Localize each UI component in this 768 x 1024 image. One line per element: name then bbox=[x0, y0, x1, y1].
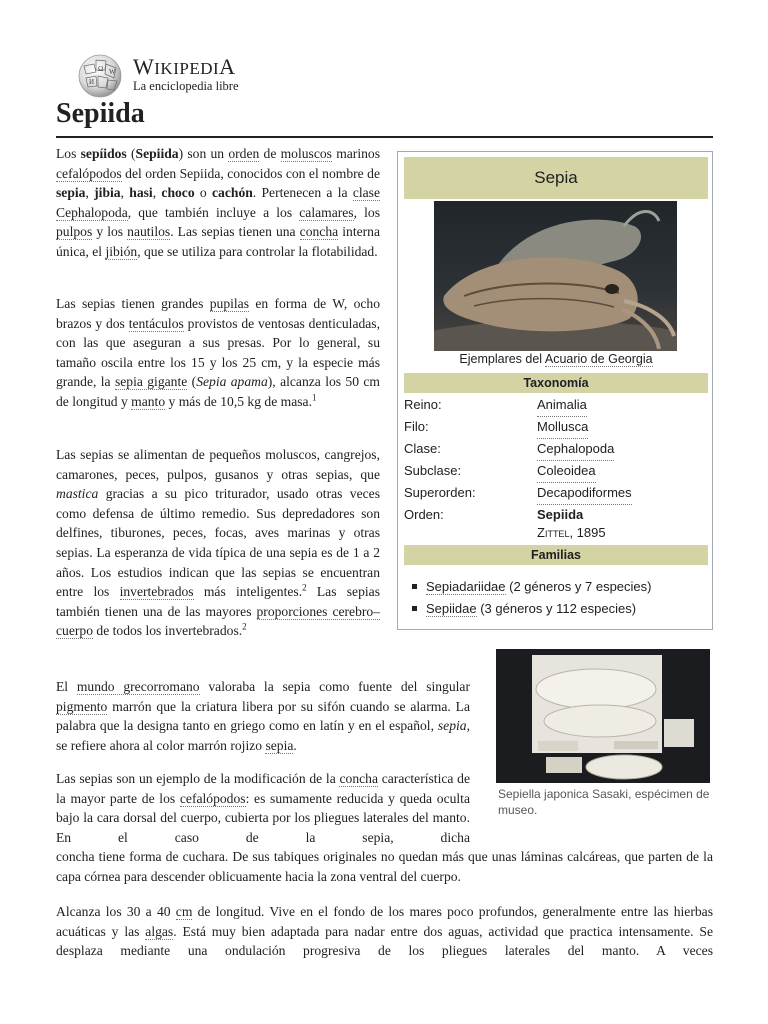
link-coleoidea[interactable]: Coleoidea bbox=[537, 460, 596, 483]
link-invertebrados[interactable]: invertebrados bbox=[119, 584, 194, 600]
link-pigmento[interactable]: pigmento bbox=[56, 698, 108, 714]
link-pulpos[interactable]: pulpos bbox=[56, 224, 93, 240]
page-title: Sepiida bbox=[56, 98, 145, 129]
taxonomy-authority: Zittel, 1895 bbox=[537, 525, 606, 540]
link-tentaculos[interactable]: tentáculos bbox=[128, 315, 184, 331]
link-sepia-color[interactable]: sepia bbox=[265, 737, 294, 753]
link-mundo-grecorromano[interactable]: mundo grecorromano bbox=[76, 679, 200, 694]
link-proporciones-cerebro-cuerpo[interactable]: proporciones cerebro–cuerpo bbox=[56, 603, 380, 639]
svg-text:Ω: Ω bbox=[98, 65, 104, 73]
reference-1[interactable]: 1 bbox=[311, 392, 317, 403]
taxonomy-row-clase: Clase: Cephalopoda bbox=[404, 438, 708, 460]
taxonomy-header: Taxonomía bbox=[404, 373, 708, 393]
link-mollusca[interactable]: Mollusca bbox=[537, 416, 588, 439]
reference-2b[interactable]: 2 bbox=[242, 621, 247, 632]
link-animalia[interactable]: Animalia bbox=[537, 394, 587, 417]
link-jibion[interactable]: jibión bbox=[105, 243, 138, 259]
link-acuario-de-georgia[interactable]: Acuario de Georgia bbox=[544, 352, 653, 366]
link-nautilos[interactable]: nautilos bbox=[127, 224, 171, 240]
link-algas[interactable]: algas bbox=[145, 923, 174, 939]
svg-text:W: W bbox=[109, 68, 116, 76]
paragraph-shell-a: Las sepias son un ejemplo de la modificación de la concha característica de la mayor parte de los cefalópodos: es sumamente reducida y queda oculta bajo la cara dorsal del cuerpo, cubierta por los pliegues laterales del manto. En el caso de la sepia, dicha bbox=[56, 771, 470, 845]
paragraph-anatomy: Las sepias tienen grandes pupilas en forma de W, ocho brazos y dos tentáculos provistos de ventosas denticuladas, con las que aseguran a sus presas. Por lo general, su tamaño oscila entre los 15 y los 25 cm, y la especie más grande, la sepia gigante (Sepia apama), alcanza los 50 cm de longitud y manto y más de 10,5 kg de masa.$^1$ bbox=[56, 296, 381, 409]
link-sepiadariidae[interactable]: Sepiadariidae bbox=[426, 579, 506, 594]
bullet-icon bbox=[412, 606, 417, 611]
paragraph-habitat: Alcanza los 30 a 40 cm de longitud. Vive en el fondo de los mares poco profundos, generalmente entre las hierbas acuáticas y las algas. Está muy bien adaptada para nadar entre dos aguas, actividad que practica intensamente. Se desplaza mediante una ondulación progresiva de los pliegues laterales del manto. A veces bbox=[56, 904, 714, 959]
family-item: Sepiidae (3 géneros y 112 especies) bbox=[412, 600, 636, 618]
link-calamares[interactable]: calamares bbox=[299, 204, 354, 220]
link-cephalopoda-taxo[interactable]: Cephalopoda bbox=[537, 438, 614, 461]
families-header: Familias bbox=[404, 545, 708, 565]
link-decapodiformes[interactable]: Decapodiformes bbox=[537, 482, 632, 505]
taxobox bbox=[397, 151, 713, 630]
taxonomy-row-superorden: Superorden: Decapodiformes bbox=[404, 482, 708, 504]
bullet-icon bbox=[412, 584, 417, 589]
wikipedia-wordmark[interactable]: WIKIPEDIA bbox=[133, 54, 236, 79]
taxonomy-row-orden: Orden: Sepiida bbox=[404, 507, 584, 522]
link-concha[interactable]: concha bbox=[299, 224, 339, 240]
link-orden[interactable]: orden bbox=[228, 146, 260, 161]
wikipedia-tagline: La enciclopedia libre bbox=[133, 79, 239, 93]
taxonomy-row-subclase: Subclase: Coleoidea bbox=[404, 460, 708, 482]
link-sepia-gigante[interactable]: sepia gigante bbox=[114, 374, 188, 390]
svg-text:И: И bbox=[89, 78, 95, 86]
paragraph-shell-b: concha tiene forma de cuchara. De sus tabiques originales no quedan más que unas láminas calcáreas, que parten de la capa córnea para descender oblicuamente hacia la zona ventral del cuerpo. bbox=[56, 849, 713, 884]
link-clase[interactable]: clase bbox=[352, 185, 380, 201]
link-concha-2[interactable]: concha bbox=[339, 771, 378, 786]
link-moluscos[interactable]: moluscos bbox=[280, 146, 332, 161]
paragraph-pigment: El mundo grecorromano valoraba la sepia como fuente del singular pigmento marrón que la criatura libera por su sifón cuando se alarma. La palabra que la designa tanto en griego como en latín y en el español, sepia, se refiere ahora al color marrón rojizo sepia. bbox=[56, 679, 470, 753]
link-cefalopodos-2[interactable]: cefalópodos bbox=[179, 790, 246, 806]
wikipedia-globe-icon[interactable] bbox=[74, 52, 126, 98]
link-sepiidae[interactable]: Sepiidae bbox=[426, 601, 477, 616]
taxobox-image-caption: Ejemplares del Acuario de Georgia bbox=[459, 352, 653, 366]
reference-2a[interactable]: 2 bbox=[302, 582, 307, 593]
taxonomy-row-filo: Filo: Mollusca bbox=[404, 416, 708, 438]
taxobox-title: Sepia bbox=[404, 157, 708, 199]
link-manto[interactable]: manto bbox=[131, 393, 166, 409]
link-cephalopoda[interactable]: Cephalopoda bbox=[56, 204, 128, 220]
paragraph-intro: Los sepíidos (Sepiida) son un orden de moluscos marinos cefalópodos del orden Sepiida, conocidos con el nombre de sepia, jibia, hasi, choco o cachón. Pertenecen a la clase Cephalopoda, que también incluye a los calamares, los pulpos y los nautilos. Las sepias tienen una concha interna única, el jibión, que se utiliza para controlar la flotabilidad. bbox=[56, 146, 380, 259]
paragraph-diet: Las sepias se alimentan de pequeños moluscos, cangrejos, camarones, peces, pulpos, gusanos y otras sepias, que mastica gracias a su pico triturador, usado otras veces como defensa de último remedio. Sus depredadores son delfines, tiburones, peces, focas, aves marinas y otras sepias. La esperanza de vida típica de una sepia es de 1 a 2 años. Los estudios indican que las sepias se encuentran entre los invertebrados más inteligentes.$^2$ Las sepias también tienen una de las mayores proporciones cerebro–cuerpo de todos los invertebrados.$^2$ bbox=[56, 447, 380, 639]
museum-specimen-photo[interactable] bbox=[496, 649, 710, 783]
title-divider bbox=[56, 136, 713, 138]
link-pupilas[interactable]: pupilas bbox=[209, 296, 249, 311]
taxonomy-row-reino: Reino: Animalia bbox=[404, 394, 708, 416]
museum-photo-caption: Sepiella japonica Sasaki, espécimen de museo. bbox=[498, 787, 710, 817]
cuttlefish-photo[interactable] bbox=[434, 201, 677, 351]
family-item: Sepiadariidae (2 géneros y 7 especies) bbox=[412, 578, 651, 596]
link-cefalopodos[interactable]: cefalópodos bbox=[56, 165, 122, 181]
link-cm[interactable]: cm bbox=[175, 904, 193, 919]
